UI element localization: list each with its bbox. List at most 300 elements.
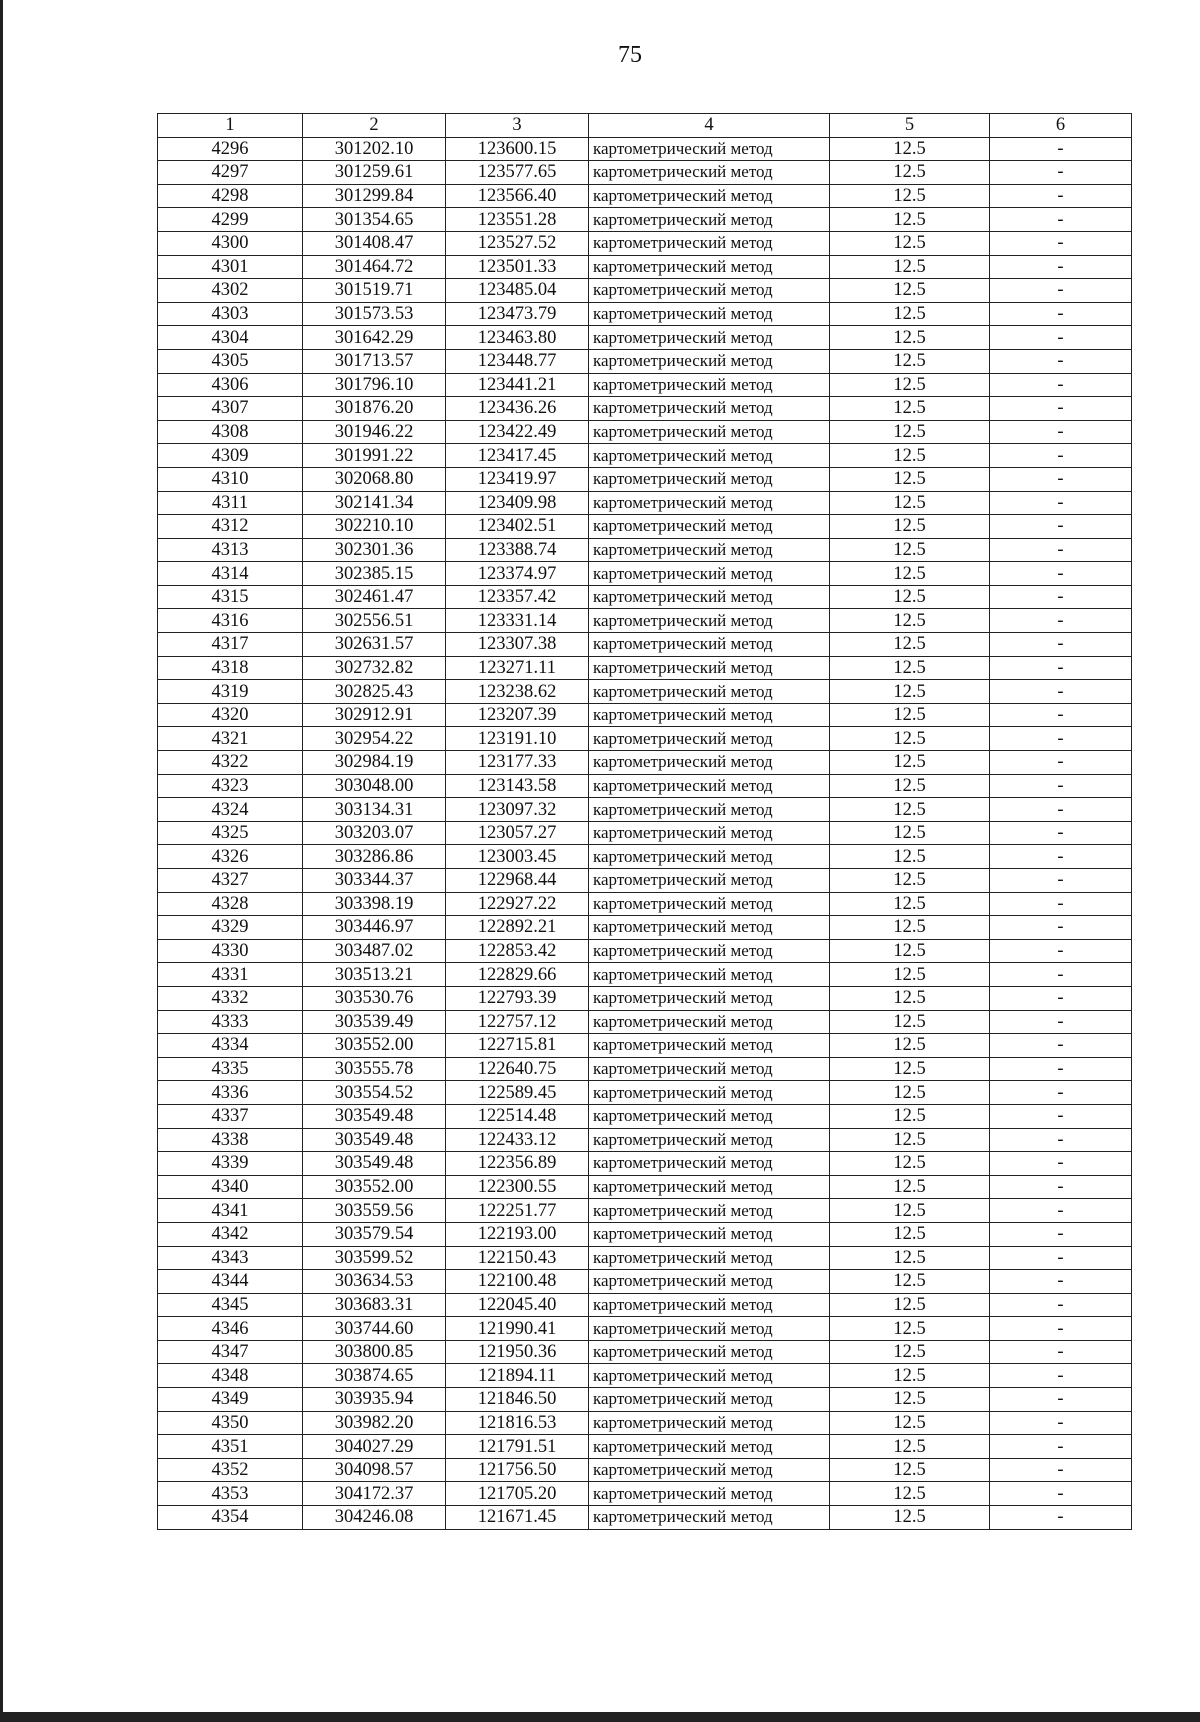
accuracy-cell: 12.5: [830, 727, 990, 751]
accuracy-cell: 12.5: [830, 137, 990, 161]
accuracy-cell: 12.5: [830, 184, 990, 208]
column-header: 1: [158, 114, 303, 138]
x-coordinate-cell: 301991.22: [303, 444, 446, 468]
method-cell: картометрический метод: [589, 1199, 830, 1223]
note-cell: -: [990, 798, 1132, 822]
accuracy-cell: 12.5: [830, 1175, 990, 1199]
note-cell: -: [990, 397, 1132, 421]
accuracy-cell: 12.5: [830, 1458, 990, 1482]
point-number-cell: 4325: [158, 821, 303, 845]
method-cell: картометрический метод: [589, 373, 830, 397]
method-cell: картометрический метод: [589, 1364, 830, 1388]
method-cell: картометрический метод: [589, 939, 830, 963]
x-coordinate-cell: 302141.34: [303, 491, 446, 515]
accuracy-cell: 12.5: [830, 562, 990, 586]
table-row: [158, 703, 1132, 727]
method-cell: картометрический метод: [589, 420, 830, 444]
note-cell: -: [990, 1128, 1132, 1152]
method-cell: картометрический метод: [589, 821, 830, 845]
y-coordinate-cell: 123527.52: [446, 231, 589, 255]
table-row: [158, 1104, 1132, 1128]
y-coordinate-cell: 122589.45: [446, 1081, 589, 1105]
method-cell: картометрический метод: [589, 279, 830, 303]
point-number-cell: 4311: [158, 491, 303, 515]
y-coordinate-cell: 123057.27: [446, 821, 589, 845]
y-coordinate-cell: 122251.77: [446, 1199, 589, 1223]
y-coordinate-cell: 123191.10: [446, 727, 589, 751]
x-coordinate-cell: 303513.21: [303, 963, 446, 987]
x-coordinate-cell: 301573.53: [303, 302, 446, 326]
point-number-cell: 4303: [158, 302, 303, 326]
accuracy-cell: 12.5: [830, 751, 990, 775]
accuracy-cell: 12.5: [830, 1293, 990, 1317]
x-coordinate-cell: 303559.56: [303, 1199, 446, 1223]
note-cell: -: [990, 1104, 1132, 1128]
accuracy-cell: 12.5: [830, 869, 990, 893]
point-number-cell: 4345: [158, 1293, 303, 1317]
x-coordinate-cell: 301946.22: [303, 420, 446, 444]
note-cell: -: [990, 633, 1132, 657]
x-coordinate-cell: 302912.91: [303, 703, 446, 727]
table-row: [158, 845, 1132, 869]
x-coordinate-cell: 303982.20: [303, 1411, 446, 1435]
point-number-cell: 4350: [158, 1411, 303, 1435]
x-coordinate-cell: 303683.31: [303, 1293, 446, 1317]
note-cell: -: [990, 491, 1132, 515]
accuracy-cell: 12.5: [830, 1152, 990, 1176]
note-cell: -: [990, 751, 1132, 775]
accuracy-cell: 12.5: [830, 349, 990, 373]
x-coordinate-cell: 303530.76: [303, 986, 446, 1010]
table-row: [158, 1458, 1132, 1482]
y-coordinate-cell: 123331.14: [446, 609, 589, 633]
method-cell: картометрический метод: [589, 1128, 830, 1152]
point-number-cell: 4341: [158, 1199, 303, 1223]
note-cell: -: [990, 1222, 1132, 1246]
accuracy-cell: 12.5: [830, 656, 990, 680]
x-coordinate-cell: 303398.19: [303, 892, 446, 916]
point-number-cell: 4337: [158, 1104, 303, 1128]
point-number-cell: 4343: [158, 1246, 303, 1270]
x-coordinate-cell: 302385.15: [303, 562, 446, 586]
x-coordinate-cell: 301464.72: [303, 255, 446, 279]
x-coordinate-cell: 301876.20: [303, 397, 446, 421]
table-row: [158, 680, 1132, 704]
method-cell: картометрический метод: [589, 349, 830, 373]
table-row: [158, 279, 1132, 303]
accuracy-cell: 12.5: [830, 1482, 990, 1506]
method-cell: картометрический метод: [589, 1222, 830, 1246]
note-cell: -: [990, 585, 1132, 609]
column-header: 4: [589, 114, 830, 138]
point-number-cell: 4321: [158, 727, 303, 751]
table-row: [158, 538, 1132, 562]
y-coordinate-cell: 121756.50: [446, 1458, 589, 1482]
method-cell: картометрический метод: [589, 680, 830, 704]
note-cell: -: [990, 1081, 1132, 1105]
accuracy-cell: 12.5: [830, 1128, 990, 1152]
accuracy-cell: 12.5: [830, 585, 990, 609]
y-coordinate-cell: 122514.48: [446, 1104, 589, 1128]
y-coordinate-cell: 123419.97: [446, 467, 589, 491]
y-coordinate-cell: 121846.50: [446, 1388, 589, 1412]
y-coordinate-cell: 123463.80: [446, 326, 589, 350]
table-row: [158, 774, 1132, 798]
accuracy-cell: 12.5: [830, 916, 990, 940]
method-cell: картометрический метод: [589, 1340, 830, 1364]
accuracy-cell: 12.5: [830, 538, 990, 562]
method-cell: картометрический метод: [589, 963, 830, 987]
note-cell: -: [990, 231, 1132, 255]
note-cell: -: [990, 279, 1132, 303]
table-row: [158, 1222, 1132, 1246]
accuracy-cell: 12.5: [830, 208, 990, 232]
y-coordinate-cell: 123473.79: [446, 302, 589, 326]
y-coordinate-cell: 121671.45: [446, 1506, 589, 1530]
point-number-cell: 4330: [158, 939, 303, 963]
y-coordinate-cell: 123177.33: [446, 751, 589, 775]
table-row: [158, 1246, 1132, 1270]
point-number-cell: 4316: [158, 609, 303, 633]
y-coordinate-cell: 123307.38: [446, 633, 589, 657]
note-cell: -: [990, 208, 1132, 232]
x-coordinate-cell: 302301.36: [303, 538, 446, 562]
note-cell: -: [990, 444, 1132, 468]
note-cell: -: [990, 1010, 1132, 1034]
accuracy-cell: 12.5: [830, 373, 990, 397]
table-row: [158, 349, 1132, 373]
note-cell: -: [990, 1482, 1132, 1506]
x-coordinate-cell: 302732.82: [303, 656, 446, 680]
method-cell: картометрический метод: [589, 751, 830, 775]
point-number-cell: 4317: [158, 633, 303, 657]
note-cell: -: [990, 986, 1132, 1010]
point-number-cell: 4301: [158, 255, 303, 279]
accuracy-cell: 12.5: [830, 1340, 990, 1364]
accuracy-cell: 12.5: [830, 397, 990, 421]
table-row: [158, 1057, 1132, 1081]
point-number-cell: 4354: [158, 1506, 303, 1530]
y-coordinate-cell: 123388.74: [446, 538, 589, 562]
method-cell: картометрический метод: [589, 1458, 830, 1482]
x-coordinate-cell: 303286.86: [303, 845, 446, 869]
x-coordinate-cell: 303048.00: [303, 774, 446, 798]
table-row: [158, 255, 1132, 279]
note-cell: -: [990, 420, 1132, 444]
accuracy-cell: 12.5: [830, 1388, 990, 1412]
accuracy-cell: 12.5: [830, 609, 990, 633]
accuracy-cell: 12.5: [830, 939, 990, 963]
x-coordinate-cell: 301354.65: [303, 208, 446, 232]
table-row: [158, 373, 1132, 397]
table-header-row: [158, 114, 1132, 138]
accuracy-cell: 12.5: [830, 680, 990, 704]
point-number-cell: 4335: [158, 1057, 303, 1081]
table-row: [158, 1340, 1132, 1364]
y-coordinate-cell: 123501.33: [446, 255, 589, 279]
method-cell: картометрический метод: [589, 397, 830, 421]
table-body: [158, 137, 1132, 1529]
column-header: 6: [990, 114, 1132, 138]
y-coordinate-cell: 123485.04: [446, 279, 589, 303]
accuracy-cell: 12.5: [830, 1034, 990, 1058]
y-coordinate-cell: 122892.21: [446, 916, 589, 940]
table-row: [158, 1152, 1132, 1176]
point-number-cell: 4327: [158, 869, 303, 893]
point-number-cell: 4353: [158, 1482, 303, 1506]
table-row: [158, 137, 1132, 161]
table-row: [158, 1293, 1132, 1317]
y-coordinate-cell: 122433.12: [446, 1128, 589, 1152]
x-coordinate-cell: 303552.00: [303, 1175, 446, 1199]
table-row: [158, 656, 1132, 680]
note-cell: -: [990, 774, 1132, 798]
x-coordinate-cell: 304098.57: [303, 1458, 446, 1482]
point-number-cell: 4308: [158, 420, 303, 444]
table-row: [158, 467, 1132, 491]
table-row: [158, 1010, 1132, 1034]
x-coordinate-cell: 302210.10: [303, 515, 446, 539]
method-cell: картометрический метод: [589, 302, 830, 326]
accuracy-cell: 12.5: [830, 302, 990, 326]
table-row: [158, 1435, 1132, 1459]
y-coordinate-cell: 122793.39: [446, 986, 589, 1010]
table-row: [158, 1081, 1132, 1105]
point-number-cell: 4333: [158, 1010, 303, 1034]
point-number-cell: 4306: [158, 373, 303, 397]
table-row: [158, 397, 1132, 421]
x-coordinate-cell: 303579.54: [303, 1222, 446, 1246]
method-cell: картометрический метод: [589, 562, 830, 586]
note-cell: -: [990, 821, 1132, 845]
method-cell: картометрический метод: [589, 137, 830, 161]
accuracy-cell: 12.5: [830, 1317, 990, 1341]
note-cell: -: [990, 1270, 1132, 1294]
note-cell: -: [990, 963, 1132, 987]
y-coordinate-cell: 121990.41: [446, 1317, 589, 1341]
table-row: [158, 986, 1132, 1010]
accuracy-cell: 12.5: [830, 963, 990, 987]
x-coordinate-cell: 302954.22: [303, 727, 446, 751]
x-coordinate-cell: 303744.60: [303, 1317, 446, 1341]
y-coordinate-cell: 123417.45: [446, 444, 589, 468]
accuracy-cell: 12.5: [830, 1411, 990, 1435]
point-number-cell: 4342: [158, 1222, 303, 1246]
note-cell: -: [990, 1057, 1132, 1081]
point-number-cell: 4329: [158, 916, 303, 940]
method-cell: картометрический метод: [589, 1175, 830, 1199]
table-row: [158, 892, 1132, 916]
method-cell: картометрический метод: [589, 444, 830, 468]
point-number-cell: 4319: [158, 680, 303, 704]
column-header: 2: [303, 114, 446, 138]
note-cell: -: [990, 609, 1132, 633]
note-cell: -: [990, 1458, 1132, 1482]
note-cell: -: [990, 515, 1132, 539]
table-row: [158, 1317, 1132, 1341]
note-cell: -: [990, 1152, 1132, 1176]
note-cell: -: [990, 1435, 1132, 1459]
point-number-cell: 4349: [158, 1388, 303, 1412]
note-cell: -: [990, 892, 1132, 916]
accuracy-cell: 12.5: [830, 986, 990, 1010]
accuracy-cell: 12.5: [830, 231, 990, 255]
x-coordinate-cell: 302984.19: [303, 751, 446, 775]
table-row: [158, 1506, 1132, 1530]
point-number-cell: 4296: [158, 137, 303, 161]
point-number-cell: 4346: [158, 1317, 303, 1341]
method-cell: картометрический метод: [589, 1010, 830, 1034]
point-number-cell: 4326: [158, 845, 303, 869]
note-cell: -: [990, 1293, 1132, 1317]
table-row: [158, 939, 1132, 963]
accuracy-cell: 12.5: [830, 326, 990, 350]
table-row: [158, 751, 1132, 775]
x-coordinate-cell: 302825.43: [303, 680, 446, 704]
point-number-cell: 4312: [158, 515, 303, 539]
note-cell: -: [990, 916, 1132, 940]
point-number-cell: 4314: [158, 562, 303, 586]
x-coordinate-cell: 303344.37: [303, 869, 446, 893]
table-row: [158, 609, 1132, 633]
table-row: [158, 302, 1132, 326]
method-cell: картометрический метод: [589, 609, 830, 633]
point-number-cell: 4315: [158, 585, 303, 609]
method-cell: картометрический метод: [589, 255, 830, 279]
accuracy-cell: 12.5: [830, 1506, 990, 1530]
note-cell: -: [990, 703, 1132, 727]
x-coordinate-cell: 301408.47: [303, 231, 446, 255]
x-coordinate-cell: 303549.48: [303, 1152, 446, 1176]
accuracy-cell: 12.5: [830, 845, 990, 869]
x-coordinate-cell: 304246.08: [303, 1506, 446, 1530]
note-cell: -: [990, 727, 1132, 751]
method-cell: картометрический метод: [589, 326, 830, 350]
method-cell: картометрический метод: [589, 1411, 830, 1435]
method-cell: картометрический метод: [589, 585, 830, 609]
table-row: [158, 869, 1132, 893]
y-coordinate-cell: 123207.39: [446, 703, 589, 727]
x-coordinate-cell: 303599.52: [303, 1246, 446, 1270]
accuracy-cell: 12.5: [830, 1104, 990, 1128]
accuracy-cell: 12.5: [830, 467, 990, 491]
note-cell: -: [990, 137, 1132, 161]
y-coordinate-cell: 122715.81: [446, 1034, 589, 1058]
y-coordinate-cell: 123271.11: [446, 656, 589, 680]
point-number-cell: 4322: [158, 751, 303, 775]
point-number-cell: 4347: [158, 1340, 303, 1364]
x-coordinate-cell: 303874.65: [303, 1364, 446, 1388]
point-number-cell: 4339: [158, 1152, 303, 1176]
point-number-cell: 4300: [158, 231, 303, 255]
method-cell: картометрический метод: [589, 1435, 830, 1459]
note-cell: -: [990, 1034, 1132, 1058]
method-cell: картометрический метод: [589, 1034, 830, 1058]
x-coordinate-cell: 303487.02: [303, 939, 446, 963]
y-coordinate-cell: 123238.62: [446, 680, 589, 704]
x-coordinate-cell: 302461.47: [303, 585, 446, 609]
method-cell: картометрический метод: [589, 633, 830, 657]
point-number-cell: 4340: [158, 1175, 303, 1199]
note-cell: -: [990, 869, 1132, 893]
accuracy-cell: 12.5: [830, 1246, 990, 1270]
point-number-cell: 4320: [158, 703, 303, 727]
y-coordinate-cell: 122300.55: [446, 1175, 589, 1199]
note-cell: -: [990, 939, 1132, 963]
point-number-cell: 4298: [158, 184, 303, 208]
x-coordinate-cell: 303554.52: [303, 1081, 446, 1105]
table-row: [158, 1175, 1132, 1199]
method-cell: картометрический метод: [589, 1246, 830, 1270]
point-number-cell: 4352: [158, 1458, 303, 1482]
y-coordinate-cell: 122356.89: [446, 1152, 589, 1176]
method-cell: картометрический метод: [589, 1317, 830, 1341]
accuracy-cell: 12.5: [830, 1222, 990, 1246]
y-coordinate-cell: 123003.45: [446, 845, 589, 869]
y-coordinate-cell: 123374.97: [446, 562, 589, 586]
note-cell: -: [990, 184, 1132, 208]
point-number-cell: 4338: [158, 1128, 303, 1152]
table-row: [158, 515, 1132, 539]
table-row: [158, 633, 1132, 657]
y-coordinate-cell: 122150.43: [446, 1246, 589, 1270]
point-number-cell: 4307: [158, 397, 303, 421]
accuracy-cell: 12.5: [830, 515, 990, 539]
note-cell: -: [990, 656, 1132, 680]
method-cell: картометрический метод: [589, 231, 830, 255]
x-coordinate-cell: 301519.71: [303, 279, 446, 303]
note-cell: -: [990, 467, 1132, 491]
accuracy-cell: 12.5: [830, 821, 990, 845]
y-coordinate-cell: 123441.21: [446, 373, 589, 397]
method-cell: картометрический метод: [589, 1506, 830, 1530]
x-coordinate-cell: 303634.53: [303, 1270, 446, 1294]
y-coordinate-cell: 123357.42: [446, 585, 589, 609]
point-number-cell: 4302: [158, 279, 303, 303]
accuracy-cell: 12.5: [830, 279, 990, 303]
note-cell: -: [990, 1364, 1132, 1388]
y-coordinate-cell: 123551.28: [446, 208, 589, 232]
point-number-cell: 4324: [158, 798, 303, 822]
note-cell: -: [990, 1506, 1132, 1530]
table-row: [158, 161, 1132, 185]
x-coordinate-cell: 301642.29: [303, 326, 446, 350]
note-cell: -: [990, 1411, 1132, 1435]
point-number-cell: 4310: [158, 467, 303, 491]
method-cell: картометрический метод: [589, 161, 830, 185]
table-row: [158, 821, 1132, 845]
x-coordinate-cell: 303203.07: [303, 821, 446, 845]
method-cell: картометрический метод: [589, 491, 830, 515]
table-row: [158, 444, 1132, 468]
note-cell: -: [990, 1246, 1132, 1270]
y-coordinate-cell: 123566.40: [446, 184, 589, 208]
accuracy-cell: 12.5: [830, 774, 990, 798]
method-cell: картометрический метод: [589, 1388, 830, 1412]
point-number-cell: 4348: [158, 1364, 303, 1388]
x-coordinate-cell: 302556.51: [303, 609, 446, 633]
method-cell: картометрический метод: [589, 845, 830, 869]
x-coordinate-cell: 303446.97: [303, 916, 446, 940]
method-cell: картометрический метод: [589, 1081, 830, 1105]
note-cell: -: [990, 1175, 1132, 1199]
table-row: [158, 585, 1132, 609]
note-cell: -: [990, 562, 1132, 586]
method-cell: картометрический метод: [589, 1270, 830, 1294]
method-cell: картометрический метод: [589, 1104, 830, 1128]
accuracy-cell: 12.5: [830, 1270, 990, 1294]
y-coordinate-cell: 121791.51: [446, 1435, 589, 1459]
